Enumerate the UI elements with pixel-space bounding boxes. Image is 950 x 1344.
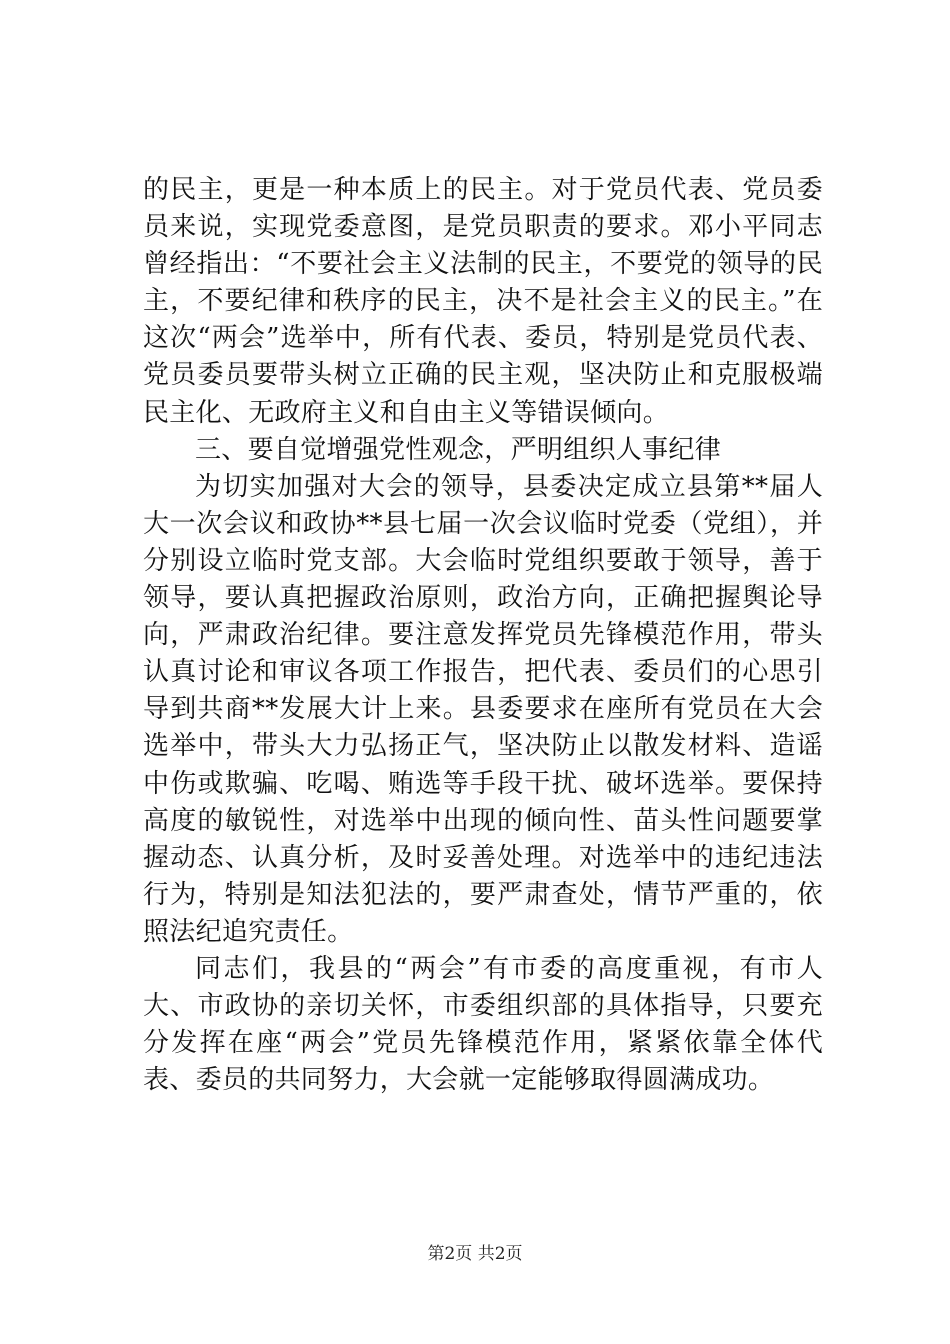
paragraph-1: 的民主，更是一种本质上的民主。对于党员代表、党员委员来说，实现党委意图，是党员职责的要求。邓小平同志曾经指出：“不要社会主义法制的民主，不要党的领导的民主，不要纪律和秩序的民主，决不是社会主义的民主。”在这次“两会”选举中，所有代表、委员，特别是党员代表、党员委员要带头树立正确的民主观，坚决防止和克服极端民主化、无政府主义和自由主义等错误倾向。 — [143, 175, 823, 428]
paragraph-3: 为切实加强对大会的领导，县委决定成立县第**届人大一次会议和政协**县七届一次会议临时党委（党组），并分别设立临时党支部。大会临时党组织要敢于领导，善于领导，要认真把握政治原则，政治方向，正确把握舆论导向，严肃政治纪律。要注意发挥党员先锋模范作用，带头认真讨论和审议各项工作报告，把代表、委员们的心思引导到共商**发展大计上来。县委要求在座所有党员在大会选举中，带头大力弘扬正气，坚决防止以散发材料、造谣中伤或欺骗、吃喝、贿选等手段干扰、破坏选举。要保持高度的敏锐性，对选举中出现的倾向性、苗头性问题要掌握动态、认真分析，及时妥善处理。对选举中的违纪违法行为，特别是知法犯法的，要严肃查处，情节严重的，依照法纪追究责任。 — [143, 471, 823, 947]
document-body — [143, 172, 823, 1099]
paragraph-4: 同志们，我县的“两会”有市委的高度重视，有市人大、市政协的亲切关怀，市委组织部的具体指导，只要充分发挥在座“两会”党员先锋模范作用，紧紧依靠全体代表、委员的共同努力，大会就一定能够取得圆满成功。 — [143, 953, 823, 1096]
page-footer: 第2页 共2页 — [427, 1244, 523, 1264]
section-heading-3: 三、要自觉增强党性观念，严明组织人事纪律 — [195, 434, 722, 465]
